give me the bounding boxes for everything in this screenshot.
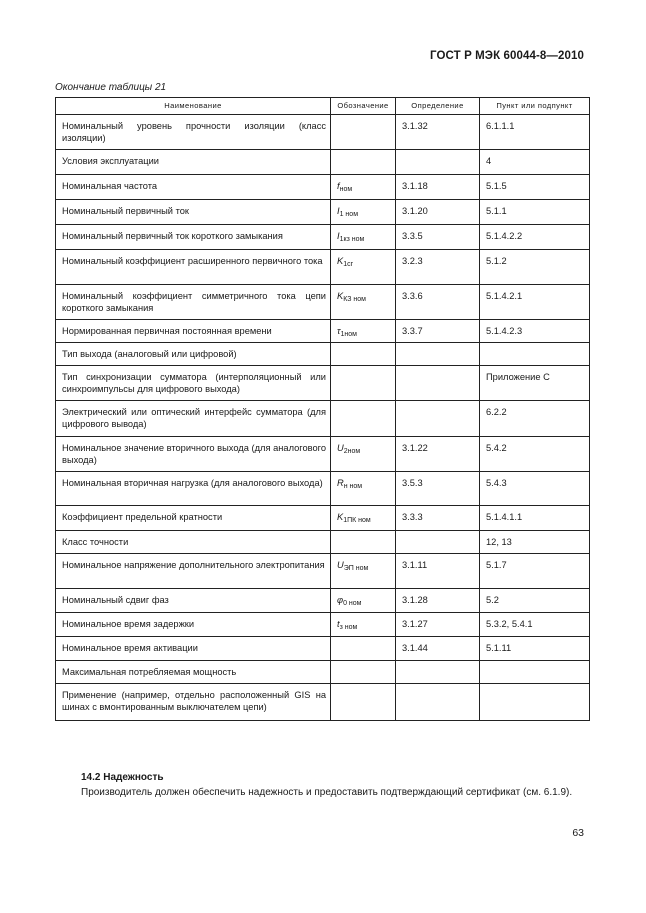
cell-clause: 12, 13 <box>480 531 590 554</box>
table-row <box>56 366 590 401</box>
cell-definition: 3.3.3 <box>396 506 480 531</box>
symbol-subscript: КЗ ном <box>343 296 366 303</box>
cell-name: Номинальное напряжение дополнительного электропитания <box>56 554 331 589</box>
cell-clause: 5.4.3 <box>480 472 590 506</box>
cell-name: Номинальное время задержки <box>56 613 331 637</box>
cell-clause: 5.1.1 <box>480 200 590 225</box>
cell-name: Тип синхронизации сумматора (интерполяционный или синхроимпульсы для цифрового выхода) <box>56 366 331 401</box>
symbol-main: τ <box>337 326 341 336</box>
table-row <box>56 150 590 175</box>
table-row <box>56 506 590 531</box>
symbol-main: I <box>337 206 340 216</box>
symbol-subscript: 1ном <box>340 331 357 338</box>
column-header-name: Наименование <box>56 98 331 115</box>
table-row <box>56 320 590 343</box>
cell-definition: 3.1.11 <box>396 554 480 589</box>
cell-clause: Приложение С <box>480 366 590 401</box>
symbol-subscript: ЭП ном <box>343 565 369 572</box>
cell-symbol <box>331 684 396 721</box>
cell-symbol <box>331 531 396 554</box>
table-row <box>56 684 590 721</box>
cell-name: Применение (например, отдельно расположенный GIS на шинах с вмонтированным выключателем цепи) <box>56 684 331 721</box>
cell-clause <box>480 661 590 684</box>
section-reliability <box>81 770 591 800</box>
symbol-subscript: ном <box>339 186 353 193</box>
symbol-main: U <box>337 443 344 453</box>
symbol-main: t <box>337 619 340 629</box>
symbol-main: R <box>337 478 344 488</box>
page-number: 63 <box>572 827 584 839</box>
standard-header: ГОСТ Р МЭК 60044-8—2010 <box>430 50 584 62</box>
cell-symbol <box>331 401 396 437</box>
symbol-subscript: 1кз ном <box>339 236 365 243</box>
table-row <box>56 554 590 589</box>
cell-symbol <box>331 225 396 250</box>
cell-name: Номинальная частота <box>56 175 331 200</box>
symbol-main: I <box>337 231 340 241</box>
section-title: 14.2 Надежность <box>81 772 164 783</box>
cell-symbol <box>331 343 396 366</box>
table-row <box>56 401 590 437</box>
table-row <box>56 472 590 506</box>
symbol-subscript: з ном <box>339 624 358 631</box>
cell-definition: 3.1.20 <box>396 200 480 225</box>
cell-name: Номинальное значение вторичного выхода (для аналогового выхода) <box>56 437 331 472</box>
cell-name: Максимальная потребляемая мощность <box>56 661 331 684</box>
table-21 <box>55 97 590 721</box>
cell-definition: 3.1.44 <box>396 637 480 661</box>
cell-definition <box>396 531 480 554</box>
cell-clause: 5.2 <box>480 589 590 613</box>
cell-name: Коэффициент предельной кратности <box>56 506 331 531</box>
cell-definition: 3.3.5 <box>396 225 480 250</box>
cell-clause: 4 <box>480 150 590 175</box>
cell-symbol <box>331 150 396 175</box>
table-row <box>56 115 590 150</box>
cell-definition: 3.2.3 <box>396 250 480 285</box>
table-row <box>56 437 590 472</box>
cell-clause <box>480 684 590 721</box>
cell-clause: 5.1.7 <box>480 554 590 589</box>
cell-definition <box>396 661 480 684</box>
table-caption: Окончание таблицы 21 <box>55 82 167 93</box>
cell-name: Номинальный первичный ток короткого замыкания <box>56 225 331 250</box>
column-header-symbol: Обозначение <box>331 98 396 115</box>
cell-symbol <box>331 250 396 285</box>
cell-name: Номинальная вторичная нагрузка (для аналогового выхода) <box>56 472 331 506</box>
cell-symbol <box>331 637 396 661</box>
cell-clause: 5.4.2 <box>480 437 590 472</box>
cell-symbol <box>331 472 396 506</box>
cell-definition: 3.5.3 <box>396 472 480 506</box>
symbol-subscript: 0 ном <box>343 600 362 607</box>
cell-clause: 5.1.4.2.1 <box>480 285 590 320</box>
cell-name: Тип выхода (аналоговый или цифровой) <box>56 343 331 366</box>
cell-name: Номинальное время активации <box>56 637 331 661</box>
cell-name: Номинальный уровень прочности изоляции (класс изоляции) <box>56 115 331 150</box>
symbol-main: K <box>337 256 344 266</box>
cell-name: Номинальный коэффициент расширенного первичного тока <box>56 250 331 285</box>
cell-clause: 5.1.4.2.3 <box>480 320 590 343</box>
cell-clause: 6.2.2 <box>480 401 590 437</box>
symbol-subscript: 2ном <box>343 448 361 455</box>
symbol-subscript: 1ПК ном <box>343 517 371 524</box>
cell-symbol <box>331 506 396 531</box>
column-header-definition: Определение <box>396 98 480 115</box>
cell-clause: 5.1.11 <box>480 637 590 661</box>
cell-name: Нормированная первичная постоянная времени <box>56 320 331 343</box>
cell-symbol <box>331 589 396 613</box>
table-row <box>56 343 590 366</box>
table-row <box>56 589 590 613</box>
cell-clause <box>480 343 590 366</box>
cell-clause: 5.1.5 <box>480 175 590 200</box>
cell-name: Условия эксплуатации <box>56 150 331 175</box>
section-text: Производитель должен обеспечить надежность и предоставить подтверждающий сертификат (см. 6.1.9). <box>81 787 573 798</box>
cell-definition <box>396 684 480 721</box>
table-row <box>56 225 590 250</box>
cell-symbol <box>331 320 396 343</box>
cell-name: Электрический или оптический интерфейс сумматора (для цифрового вывода) <box>56 401 331 437</box>
symbol-subscript: н ном <box>343 483 363 490</box>
symbol-subscript: 1сг <box>343 261 354 268</box>
cell-definition: 3.3.7 <box>396 320 480 343</box>
table-row <box>56 250 590 285</box>
cell-definition: 3.1.28 <box>396 589 480 613</box>
cell-clause: 5.3.2, 5.4.1 <box>480 613 590 637</box>
cell-name: Номинальный первичный ток <box>56 200 331 225</box>
symbol-main: U <box>337 560 344 570</box>
cell-symbol <box>331 613 396 637</box>
cell-definition: 3.1.18 <box>396 175 480 200</box>
cell-definition: 3.1.32 <box>396 115 480 150</box>
table-row <box>56 637 590 661</box>
symbol-main: f <box>337 181 340 191</box>
cell-symbol <box>331 285 396 320</box>
cell-symbol <box>331 175 396 200</box>
cell-definition: 3.1.27 <box>396 613 480 637</box>
symbol-main: K <box>337 291 344 301</box>
table-row <box>56 613 590 637</box>
cell-clause: 5.1.4.2.2 <box>480 225 590 250</box>
cell-clause: 5.1.2 <box>480 250 590 285</box>
cell-definition: 3.3.6 <box>396 285 480 320</box>
cell-definition <box>396 150 480 175</box>
cell-symbol <box>331 366 396 401</box>
cell-name: Номинальный коэффициент симметричного тока цепи короткого замыкания <box>56 285 331 320</box>
cell-symbol <box>331 437 396 472</box>
table-row <box>56 531 590 554</box>
table-header-row <box>56 98 590 115</box>
table-row <box>56 285 590 320</box>
cell-symbol <box>331 661 396 684</box>
cell-clause: 5.1.4.1.1 <box>480 506 590 531</box>
symbol-subscript: 1 ном <box>339 211 359 218</box>
column-header-clause: Пункт или подпункт <box>480 98 590 115</box>
table-row <box>56 175 590 200</box>
cell-symbol <box>331 200 396 225</box>
cell-definition <box>396 401 480 437</box>
cell-definition <box>396 343 480 366</box>
cell-name: Номинальный сдвиг фаз <box>56 589 331 613</box>
table-row <box>56 200 590 225</box>
cell-definition: 3.1.22 <box>396 437 480 472</box>
cell-clause: 6.1.1.1 <box>480 115 590 150</box>
table-row <box>56 661 590 684</box>
cell-name: Класс точности <box>56 531 331 554</box>
cell-symbol <box>331 554 396 589</box>
cell-definition <box>396 366 480 401</box>
symbol-main: φ <box>337 595 344 605</box>
symbol-main: K <box>337 512 344 522</box>
cell-symbol <box>331 115 396 150</box>
